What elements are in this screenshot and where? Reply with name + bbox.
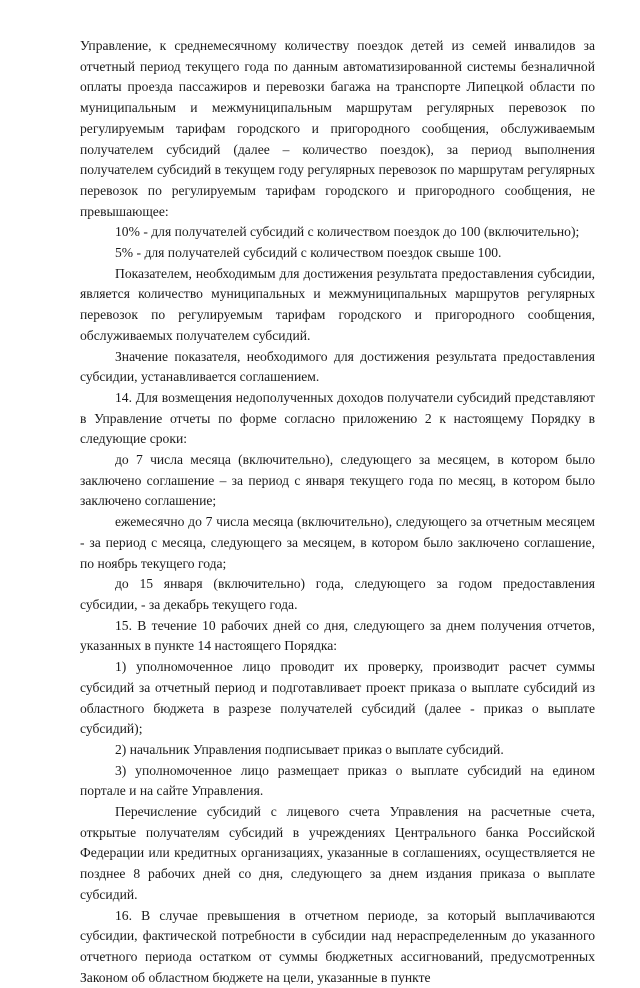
paragraph-12: 2) начальник Управления подписывает приказ о выплате субсидий.	[115, 741, 504, 757]
paragraph-1: Управление, к среднемесячному количеству поездок детей из семей инвалидов за отчетный период текущего года по данным автоматизированной системы безналичной оплаты проезда пассажиров и перевозки багажа на транспорте Липецкой области по муниципальным и межмуниципальным маршрутам регулярных перевозок по регулируемым тарифам городского и пригородного сообщения, обслуживаемым получателем субсидий (далее – количество поездок), за период выполнения получателем субсидий в текущем году регулярных перевозок по маршрутам регулярных перевозок по регулируемым тарифам городского и пригородного сообщения, не превышающее:	[80, 38, 595, 219]
document-page	[80, 36, 595, 988]
paragraph-14: Перечисление субсидий с лицевого счета Управления на расчетные счета, открытые получателям субсидий в учреждениях Центрального банка Российской Федерации или кредитных организациях, указанные в соглашениях, осуществляется не позднее 8 рабочих дней со дня, следующего за днем издания приказа о выплате субсидий.	[80, 804, 595, 902]
paragraph-4: Показателем, необходимым для достижения результата предоставления субсидии, является количество муниципальных и межмуниципальных маршрутов регулярных перевозок по регулируемым тарифам городского и пригородного сообщения, обслуживаемых получателем субсидий.	[80, 265, 595, 343]
paragraph-5: Значение показателя, необходимого для достижения результата предоставления субсидии, устанавливается соглашением.	[80, 348, 595, 385]
paragraph-10: 15. В течение 10 рабочих дней со дня, следующего за днем получения отчетов, указанных в пункте 14 настоящего Порядка:	[80, 617, 595, 654]
paragraph-13: 3) уполномоченное лицо размещает приказ о выплате субсидий на едином портале и на сайте Управления.	[80, 762, 595, 799]
paragraph-15: 16. В случае превышения в отчетном периоде, за который выплачиваются субсидии, фактической потребности в субсидии над нераспределенным до указанного отчетного периода остатком от суммы бюджетных ассигнований, предусмотренных Законом об областном бюджете на цели, указанные в пункте	[80, 907, 595, 985]
paragraph-8: ежемесячно до 7 числа месяца (включительно), следующего за отчетным месяцем - за период с месяца, следующего за месяцем, в котором было заключено соглашение, по ноябрь текущего года;	[80, 514, 595, 571]
paragraph-7: до 7 числа месяца (включительно), следующего за месяцем, в котором было заключено соглашение – за период с января текущего года по месяц, в котором было заключено соглашение;	[80, 452, 595, 509]
paragraph-9: до 15 января (включительно) года, следующего за годом предоставления субсидии, - за декабрь текущего года.	[80, 576, 595, 612]
paragraph-2: 10% - для получателей субсидий с количеством поездок до 100 (включительно);	[115, 224, 580, 240]
paragraph-11: 1) уполномоченное лицо проводит их проверку, производит расчет суммы субсидий за отчетный период и подготавливает проект приказа о выплате субсидий из областного бюджета в разрезе получателей субсидий (далее - приказ о выплате субсидий);	[80, 659, 595, 737]
paragraph-6: 14. Для возмещения недополученных доходов получатели субсидий представляют в Управление отчеты по форме согласно приложению 2 к настоящему Порядку в следующие сроки:	[80, 389, 595, 447]
paragraph-3: 5% - для получателей субсидий с количеством поездок свыше 100.	[115, 245, 502, 261]
